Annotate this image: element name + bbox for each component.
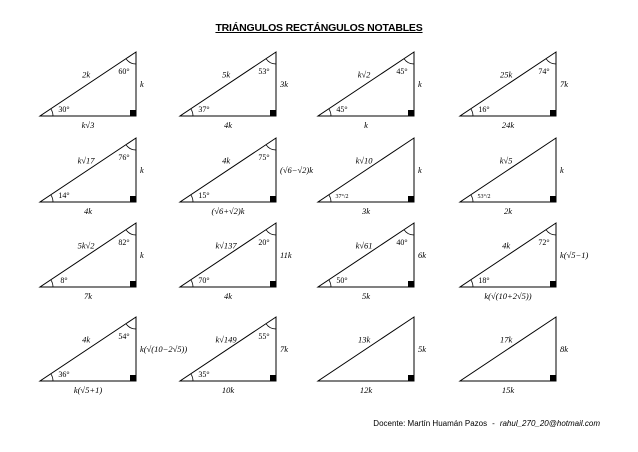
triangle-outline	[180, 138, 276, 202]
hypotenuse-label: k√10	[355, 155, 373, 166]
height-label: 5k	[418, 344, 427, 354]
height-label: (√6−√2)k	[280, 165, 313, 175]
triangle-outline	[318, 223, 414, 287]
angle-top-label: 75°	[258, 153, 270, 162]
angle-left-label: 45°	[336, 105, 348, 114]
angle-left-label: 8°	[60, 276, 68, 285]
angle-arc-top	[266, 59, 276, 64]
footer-separator: -	[492, 419, 495, 428]
angle-arc-left	[329, 280, 331, 287]
angle-top-label: 53°	[258, 67, 270, 76]
angle-arc-left	[51, 280, 53, 287]
triangle-outline	[180, 223, 276, 287]
angle-arc-left	[191, 195, 193, 202]
angle-arc-top	[404, 59, 414, 64]
triangle-16	[460, 317, 568, 395]
angle-arc-top	[126, 230, 136, 235]
hypotenuse-label: k√149	[215, 334, 237, 345]
hypotenuse-label: 13k	[357, 334, 371, 345]
right-angle-marker	[270, 110, 276, 116]
angle-top-label: 76°	[118, 153, 130, 162]
hypotenuse-label: k√2	[357, 69, 371, 80]
angle-arc-left	[51, 195, 53, 202]
angle-top-label: 72°	[538, 238, 550, 247]
base-label: 3k	[361, 206, 371, 216]
triangle-1	[40, 52, 144, 130]
triangle-15	[318, 317, 426, 395]
angle-left-label: 50°	[336, 276, 348, 285]
triangle-outline	[318, 52, 414, 116]
triangle-outline	[460, 317, 556, 381]
height-label: 8k	[560, 344, 569, 354]
triangle-outline	[318, 317, 414, 381]
height-label: k(√(10−2√5))	[140, 344, 188, 354]
angle-top-label: 45°	[396, 67, 408, 76]
angle-arc-top	[266, 145, 276, 150]
right-angle-marker	[130, 110, 136, 116]
angle-arc-left	[51, 374, 53, 381]
angle-left-label: 18°	[478, 276, 490, 285]
angle-left-label: 70°	[198, 276, 210, 285]
angle-left-label: 37°	[198, 105, 210, 114]
angle-arc-top	[126, 324, 136, 329]
triangle-9	[40, 223, 144, 301]
hypotenuse-label: 17k	[499, 334, 513, 345]
triangle-13	[40, 317, 187, 395]
angle-left-label: 37°/2	[335, 194, 349, 200]
angle-top-label: 82°	[118, 238, 130, 247]
angle-arc-top	[404, 230, 414, 235]
angle-arc-top	[126, 59, 136, 64]
triangle-outline	[460, 223, 556, 287]
hypotenuse-label: 5k√2	[77, 240, 95, 251]
right-angle-marker	[550, 110, 556, 116]
triangle-3	[318, 52, 422, 130]
base-label: 12k	[359, 385, 373, 395]
hypotenuse-label: 4k	[222, 155, 231, 166]
base-label: 4k	[223, 120, 233, 130]
angle-top-label: 54°	[118, 332, 130, 341]
height-label: 7k	[560, 79, 569, 89]
angle-top-label: 74°	[538, 67, 550, 76]
page-title: TRIÁNGULOS RECTÁNGULOS NOTABLES	[215, 22, 423, 34]
hypotenuse-label: k√5	[499, 155, 513, 166]
triangle-outline	[40, 52, 136, 116]
height-label: k	[140, 79, 144, 89]
height-label: k	[140, 250, 144, 260]
height-label: 7k	[280, 344, 289, 354]
base-label: 15k	[501, 385, 515, 395]
triangle-14	[180, 317, 288, 395]
angle-left-label: 53°/2	[477, 194, 491, 200]
angle-arc-left	[191, 374, 193, 381]
angle-arc-left	[51, 109, 53, 116]
triangle-outline	[318, 138, 414, 202]
angle-left-label: 15°	[198, 191, 210, 200]
height-label: k	[140, 165, 144, 175]
right-angle-marker	[130, 375, 136, 381]
base-label: (√6+√2)k	[211, 206, 245, 216]
angle-left-label: 16°	[478, 105, 490, 114]
footer	[373, 419, 600, 428]
right-angle-marker	[408, 281, 414, 287]
angle-top-label: 55°	[258, 332, 270, 341]
base-label: 10k	[221, 385, 235, 395]
right-angle-marker	[408, 375, 414, 381]
right-angle-marker	[270, 196, 276, 202]
height-label: k	[418, 79, 422, 89]
angle-left-label: 14°	[58, 191, 70, 200]
triangle-6	[180, 138, 313, 216]
right-angle-marker	[270, 281, 276, 287]
hypotenuse-label: k√137	[215, 240, 237, 251]
height-label: 11k	[280, 250, 292, 260]
hypotenuse-label: 4k	[82, 334, 91, 345]
teacher-name: Docente: Martín Huamán Pazos	[373, 419, 488, 428]
angle-top-label: 60°	[118, 67, 130, 76]
angle-arc-left	[191, 109, 193, 116]
angle-arc-top	[266, 324, 276, 329]
triangle-outline	[40, 317, 136, 381]
right-angle-marker	[270, 375, 276, 381]
triangle-outline	[180, 52, 276, 116]
base-label: k√3	[81, 120, 95, 130]
hypotenuse-label: k√17	[77, 155, 95, 166]
triangle-8	[460, 138, 564, 216]
angle-arc-left	[329, 109, 331, 116]
angle-arc-left	[471, 280, 473, 287]
triangle-5	[40, 138, 144, 216]
email-address: rahul_270_20@hotmail.com	[499, 419, 600, 428]
hypotenuse-label: 2k	[82, 69, 91, 80]
height-label: k	[418, 165, 422, 175]
angle-left-label: 36°	[58, 370, 70, 379]
angle-arc-left	[471, 109, 473, 116]
right-angle-marker	[408, 196, 414, 202]
angle-arc-left	[329, 195, 331, 202]
right-angle-marker	[130, 281, 136, 287]
angle-arc-top	[266, 230, 276, 235]
base-label: 24k	[501, 120, 515, 130]
triangle-outline	[460, 52, 556, 116]
triangle-outline	[40, 223, 136, 287]
angle-arc-left	[471, 195, 473, 202]
height-label: 3k	[280, 79, 289, 89]
angle-arc-top	[546, 59, 556, 64]
angle-top-label: 20°	[258, 238, 270, 247]
hypotenuse-label: 5k	[222, 69, 231, 80]
base-label: k(√(10+2√5))	[484, 291, 532, 301]
right-angle-marker	[550, 281, 556, 287]
triangle-outline	[180, 317, 276, 381]
angle-left-label: 35°	[198, 370, 210, 379]
triangle-11	[318, 223, 426, 301]
base-label: k(√5+1)	[73, 385, 103, 395]
triangle-10	[180, 223, 292, 301]
angle-arc-top	[126, 145, 136, 150]
angle-top-label: 40°	[396, 238, 408, 247]
right-angle-marker	[130, 196, 136, 202]
hypotenuse-label: 25k	[499, 69, 513, 80]
base-label: 4k	[83, 206, 93, 216]
base-label: 5k	[361, 291, 371, 301]
triangle-7	[318, 138, 422, 216]
angle-arc-top	[546, 230, 556, 235]
base-label: k	[364, 120, 368, 130]
triangle-4	[460, 52, 568, 130]
angle-left-label: 30°	[58, 105, 70, 114]
triangle-2	[180, 52, 288, 130]
base-label: 7k	[83, 291, 93, 301]
hypotenuse-label: 4k	[502, 240, 511, 251]
angle-arc-left	[191, 280, 193, 287]
triangle-outline	[40, 138, 136, 202]
right-angle-marker	[550, 196, 556, 202]
base-label: 4k	[223, 291, 233, 301]
hypotenuse-label: k√61	[355, 240, 373, 251]
height-label: k(√5−1)	[560, 250, 589, 260]
height-label: k	[560, 165, 564, 175]
right-angle-marker	[408, 110, 414, 116]
right-angle-marker	[550, 375, 556, 381]
triangle-12	[460, 223, 589, 301]
height-label: 6k	[418, 250, 427, 260]
triangle-outline	[460, 138, 556, 202]
base-label: 2k	[503, 206, 513, 216]
